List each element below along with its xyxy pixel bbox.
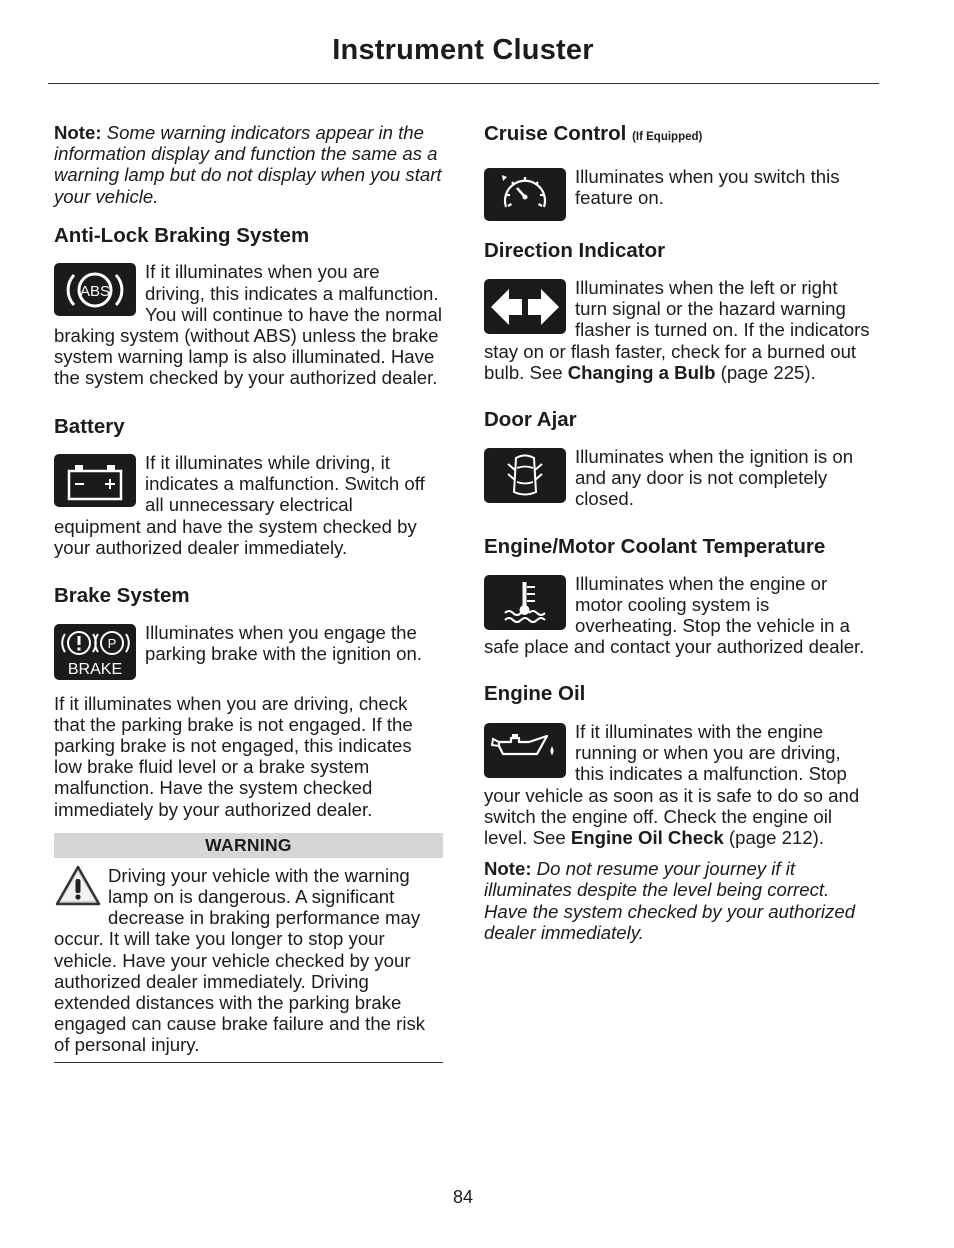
oil-heading: Engine Oil (484, 682, 586, 706)
abs-section (54, 261, 443, 388)
coolant-heading: Engine/Motor Coolant Temperature (484, 535, 826, 559)
engine-oil-icon (484, 723, 566, 778)
brake-warning-icon (54, 624, 136, 680)
direction-indicator-icon (484, 279, 566, 334)
warning-body: Driving your vehicle with the warning lamp on is dangerous. A significant decrease in braking performance may occur. It will take you longer to stop your vehicle. Have your vehicle checked by your authorized dealer immediately. Driving extended distances with the parking brake engaged can cause brake failure and the risk of personal injury. (54, 864, 426, 1056)
cruise-heading-suffix: (If Equipped) (632, 131, 703, 143)
direction-section (484, 277, 872, 383)
battery-body: If it illuminates while driving, it indicates a malfunction. Switch off all unnecessary electrical equipment and have the system checked by your authorized dealer immediately. (54, 452, 425, 558)
abs-heading: Anti-Lock Braking System (54, 223, 310, 247)
direction-heading: Direction Indicator (484, 238, 666, 262)
oil-note-text: Do not resume your journey if it illuminates despite the level being correct. Have the system checked by your authorized dealer immediately. (484, 858, 856, 943)
brake-icon-label: BRAKE (67, 660, 123, 678)
left-column (54, 120, 443, 1063)
note-text: Some warning indicators appear in the information display and function the same as a warning lamp but do not display when you start your vehicle. (54, 122, 442, 207)
abs-warning-icon (54, 263, 136, 316)
coolant-temperature-icon (484, 575, 566, 630)
coolant-body: Illuminates when the engine or motor cooling system is overheating. Stop the vehicle in a safe place and contact your authorized dealer. (484, 572, 865, 658)
right-column (484, 120, 872, 943)
oil-body-text: If it illuminates with the engine running or when you are driving, this indicates a malfunction. Stop your vehicle as soon as it is safe to do so and switch the engine off. Check the engine oil level. See (484, 720, 860, 848)
page-title: Instrument Cluster (332, 34, 594, 66)
cruise-heading-text: Cruise Control (484, 122, 627, 145)
direction-body-after: (page 225). (715, 361, 816, 383)
title-rule (48, 83, 879, 84)
door-heading: Door Ajar (484, 408, 577, 432)
note-label: Note: (54, 122, 102, 143)
changing-bulb-link[interactable]: Changing a Bulb (567, 361, 716, 383)
cruise-heading (484, 123, 872, 149)
engine-oil-check-link[interactable]: Engine Oil Check (570, 826, 724, 848)
brake-heading: Brake System (54, 584, 190, 608)
cruise-body: Illuminates when you switch this feature on. (575, 165, 840, 208)
oil-note (484, 858, 872, 943)
direction-body-text: Illuminates when the left or right turn signal or the hazard warning flasher is turned on. If the indicators stay on or flash faster, check for a burned out bulb. See (484, 277, 870, 383)
door-body: Illuminates when the ignition is on and any door is not completely closed. (575, 445, 854, 509)
brake-section (54, 622, 443, 683)
abs-icon-label: ABS (79, 282, 111, 300)
warning-triangle-icon (54, 864, 102, 908)
warning-label: WARNING (54, 833, 443, 858)
brake-icon-letter: P (107, 635, 117, 651)
abs-body: If it illuminates when you are driving, this indicates a malfunction. You will continue to have the normal braking system (without ABS) unless the brake system warning lamp is also illuminated. Have the system checked by your authorized dealer. (54, 261, 443, 389)
oil-note-label: Note: (484, 858, 532, 880)
battery-section (54, 452, 443, 558)
door-ajar-icon (484, 448, 566, 503)
battery-icon (54, 454, 136, 507)
warning-bottom-rule (54, 1062, 443, 1063)
cruise-section (484, 166, 872, 224)
door-section (484, 446, 872, 510)
cruise-control-icon (484, 168, 566, 221)
oil-body-after: (page 212). (723, 826, 825, 848)
brake-body-2: If it illuminates when you are driving, check that the parking brake is not engaged. If the parking brake is not engaged, this indicates low brake fluid level or a brake system malfunction. Have the system checked immediately by your authorized dealer. (54, 692, 413, 820)
brake-body: Illuminates when you engage the parking brake with the ignition on. (145, 621, 423, 664)
warning-box (54, 833, 443, 1063)
battery-heading: Battery (54, 414, 125, 438)
oil-section (484, 721, 872, 848)
page-number: 84 (452, 1187, 474, 1207)
coolant-section (484, 573, 872, 658)
intro-note (54, 122, 443, 207)
